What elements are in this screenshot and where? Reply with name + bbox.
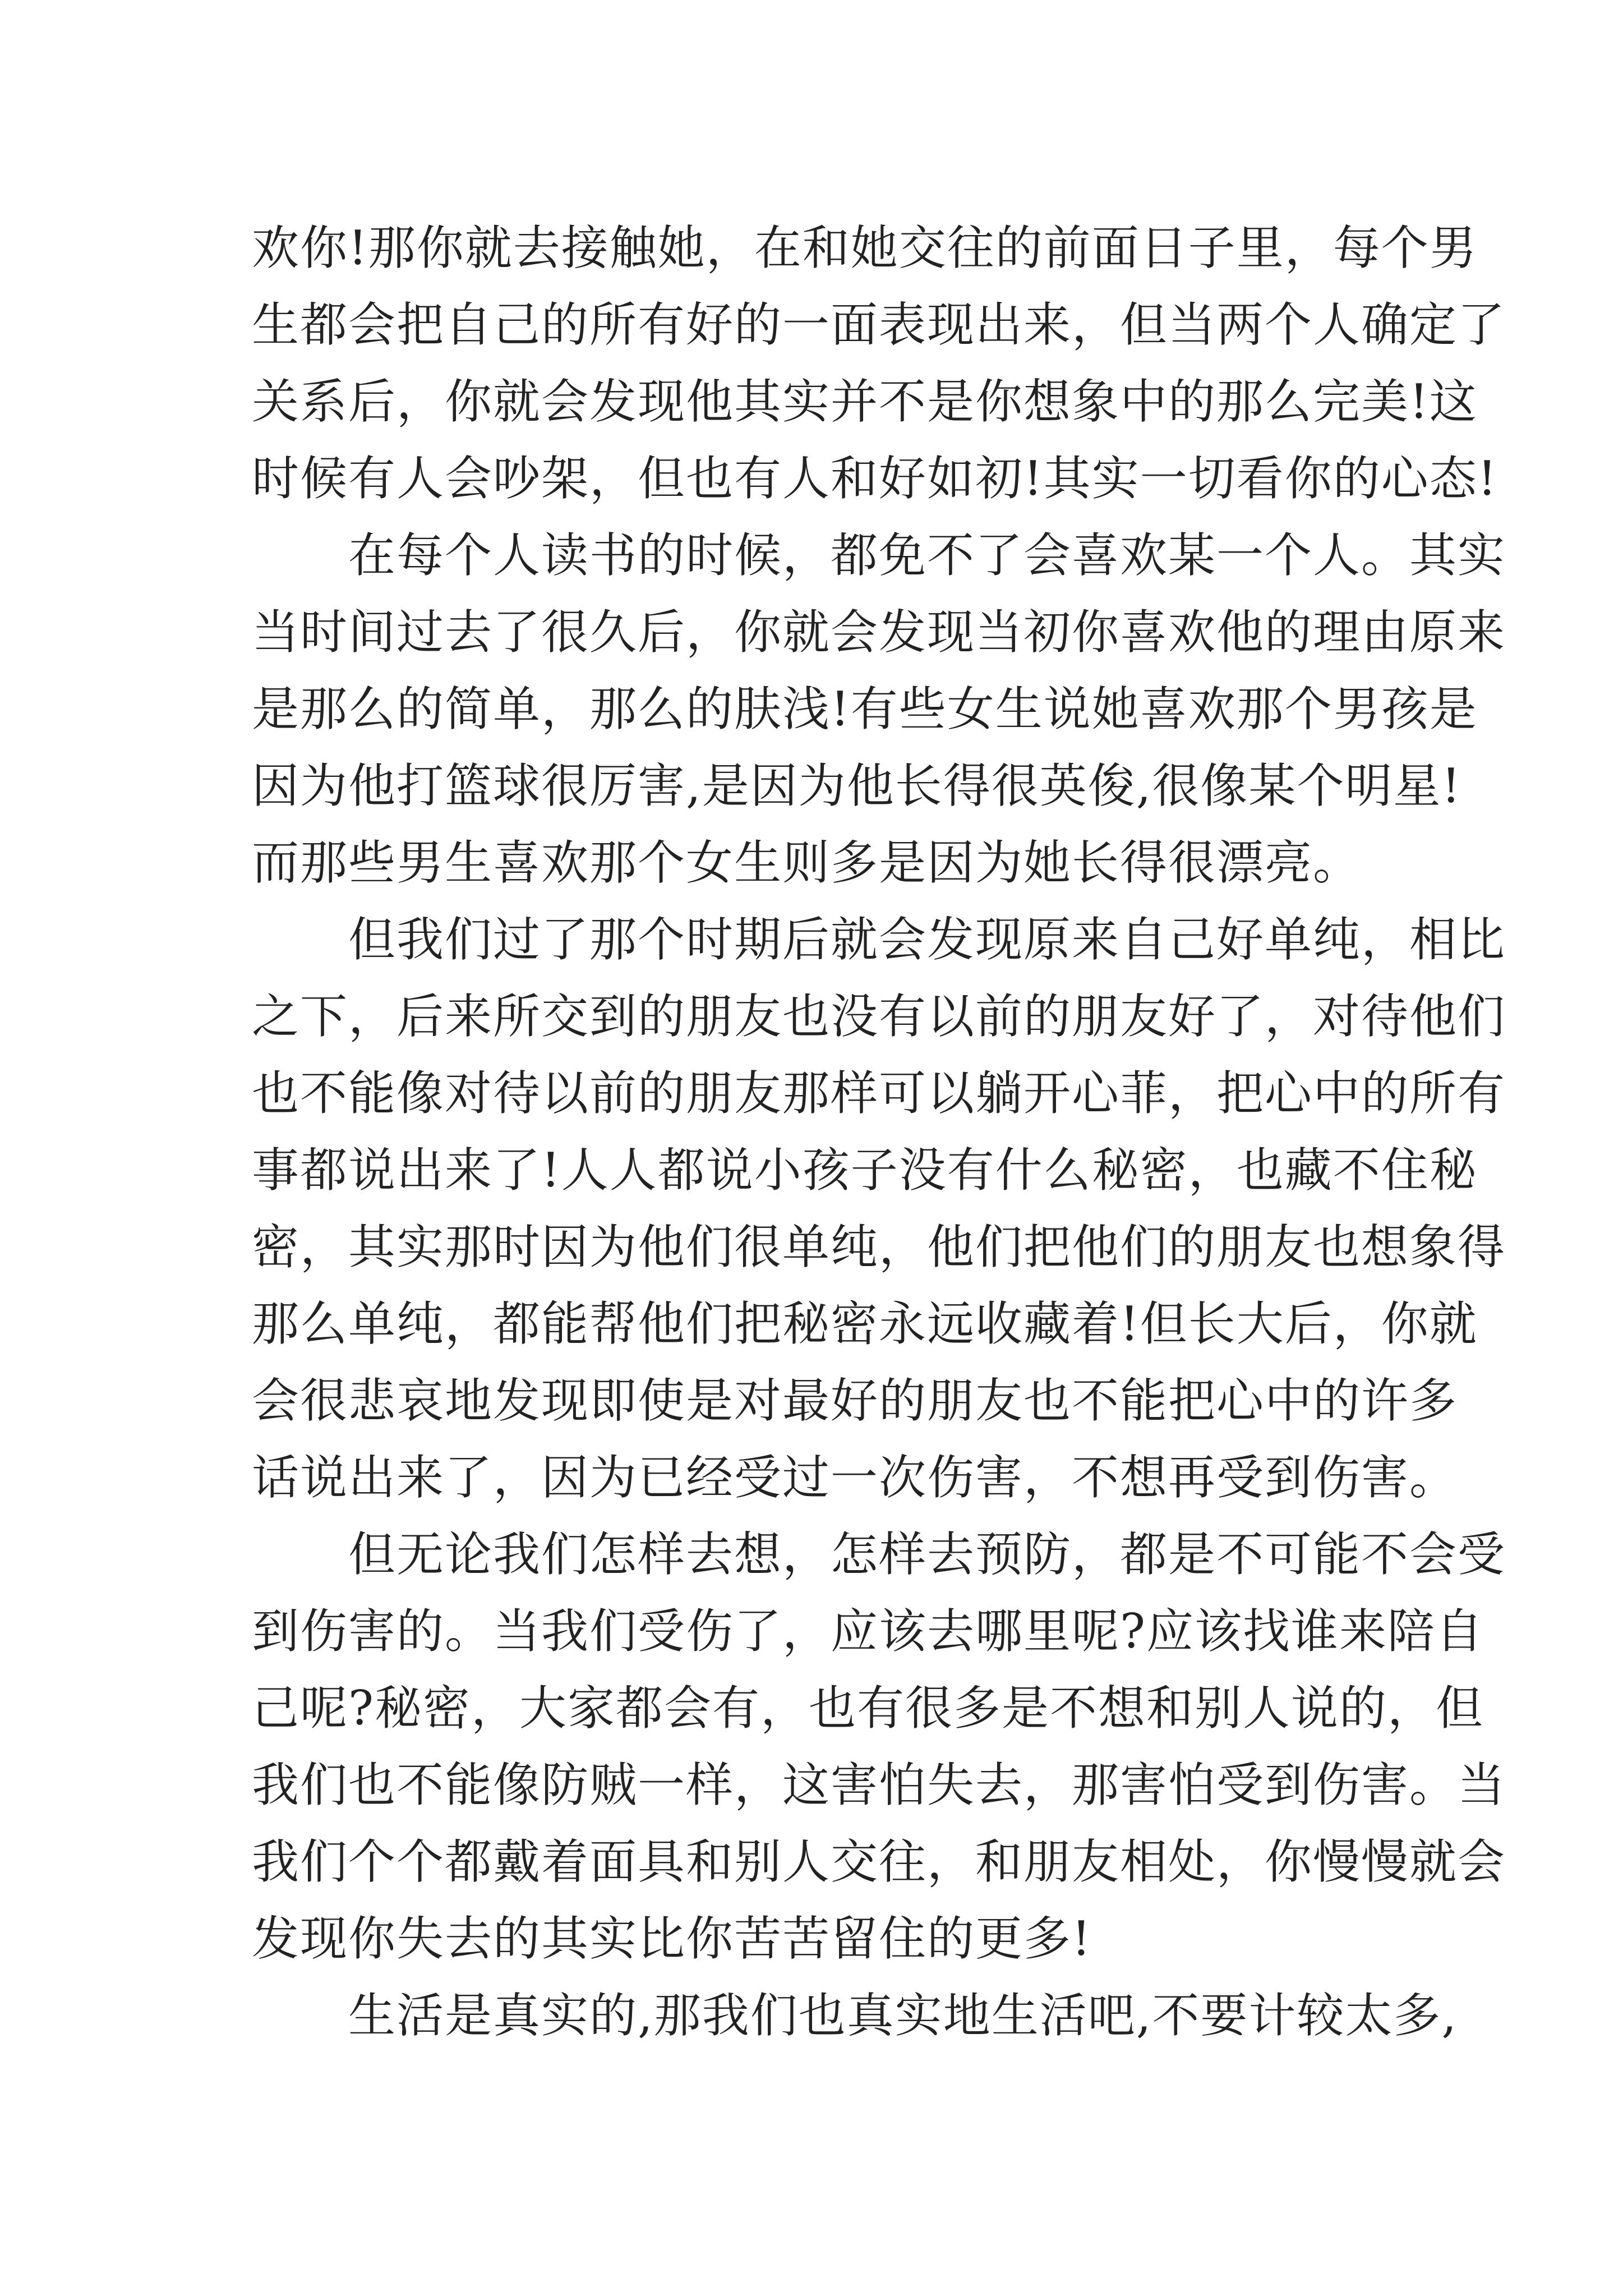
text-line: 也不能像对待以前的朋友那样可以躺开心菲，把心中的所有 bbox=[252, 1066, 1506, 1121]
text-line: 话说出来了，因为已经受过一次伤害，不想再受到伤害。 bbox=[252, 1450, 1458, 1505]
text-line: 密，其实那时因为他们很单纯，他们把他们的朋友也想象得 bbox=[252, 1220, 1506, 1274]
text-line: 事都说出来了!人人都说小孩子没有什么秘密，也藏不住秘 bbox=[252, 1143, 1478, 1198]
text-line: 我们也不能像防贼一样，这害怕失去，那害怕受到伤害。当 bbox=[252, 1757, 1506, 1812]
paragraph-start-line: 但我们过了那个时期后就会发现原来自己好单纯，相比 bbox=[252, 912, 1506, 967]
paragraph-start-line: 生活是真实的,那我们也真实地生活吧,不要计较太多, bbox=[252, 1988, 1458, 2043]
text-line: 而那些男生喜欢那个女生则多是因为她长得很漂亮。 bbox=[252, 835, 1362, 890]
text-line: 我们个个都戴着面具和别人交往，和朋友相处，你慢慢就会 bbox=[252, 1834, 1506, 1889]
text-line: 是那么的简单，那么的肤浅!有些女生说她喜欢那个男孩是 bbox=[252, 682, 1478, 737]
paragraph-start-line: 但无论我们怎样去想，怎样去预防，都是不可能不会受 bbox=[252, 1527, 1506, 1582]
text-line: 到伤害的。当我们受伤了，应该去哪里呢?应该找谁来陪自 bbox=[252, 1604, 1484, 1659]
text-line: 之下，后来所交到的朋友也没有以前的朋友好了，对待他们 bbox=[252, 989, 1506, 1044]
text-line: 己呢?秘密，大家都会有，也有很多是不想和别人说的，但 bbox=[252, 1681, 1484, 1736]
text-line: 发现你失去的其实比你苦苦留住的更多! bbox=[252, 1911, 1092, 1966]
text-line: 当时间过去了很久后，你就会发现当初你喜欢他的理由原来 bbox=[252, 605, 1506, 660]
text-line: 关系后，你就会发现他其实并不是你想象中的那么完美!这 bbox=[252, 374, 1478, 429]
text-line: 因为他打篮球很厉害,是因为他长得很英俊,很像某个明星! bbox=[252, 758, 1462, 813]
text-line: 时候有人会吵架，但也有人和好如初!其实一切看你的心态! bbox=[252, 451, 1498, 506]
text-line: 欢你!那你就去接触她，在和她交往的前面日子里，每个男 bbox=[252, 220, 1478, 275]
paragraph-start-line: 在每个人读书的时候，都免不了会喜欢某一个人。其实 bbox=[252, 528, 1506, 583]
body-text bbox=[252, 210, 1506, 2054]
text-line: 生都会把自己的所有好的一面表现出来，但当两个人确定了 bbox=[252, 297, 1506, 352]
text-line: 那么单纯，都能帮他们把秘密永远收藏着!但长大后，你就 bbox=[252, 1296, 1478, 1351]
text-line: 会很悲哀地发现即使是对最好的朋友也不能把心中的许多 bbox=[252, 1373, 1458, 1428]
